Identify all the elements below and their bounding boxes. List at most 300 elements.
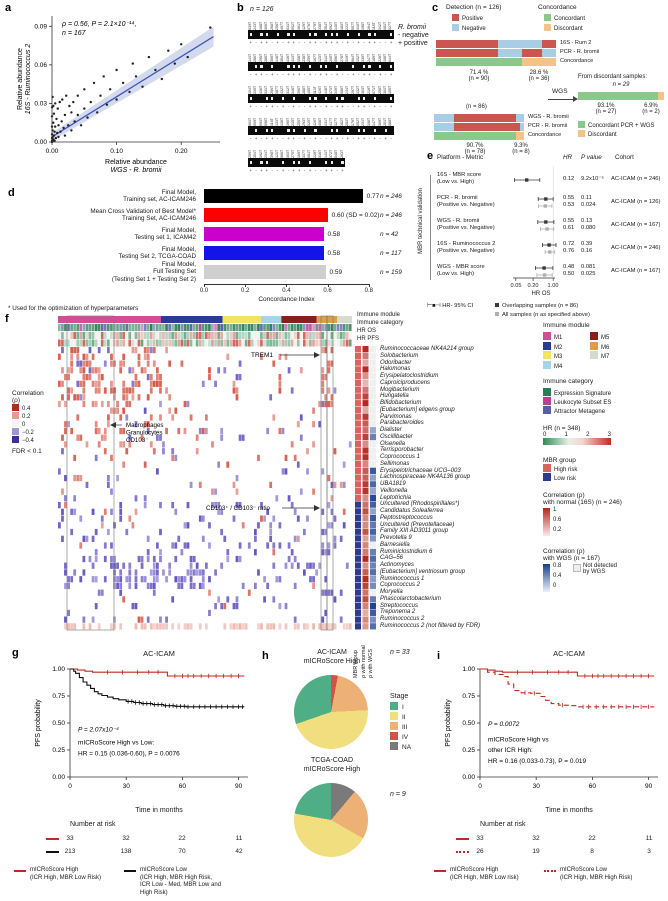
- gel-lane-sign: +: [270, 104, 274, 109]
- detection-title: Detection (n = 126): [446, 4, 502, 11]
- svg-text:mICRoScore High vs Low:: mICRoScore High vs Low:: [78, 739, 155, 747]
- gel-lane-id: 426T: [312, 117, 317, 126]
- category-legend-item: Leukocyte Subset ES: [543, 397, 668, 406]
- svg-text:90: 90: [235, 783, 243, 790]
- gel-lane-sign: -: [347, 72, 349, 77]
- gel-lane-id: 382T: [339, 117, 344, 126]
- gel-lane-id: 432T: [280, 85, 285, 94]
- gel-lane-id: 426T: [318, 85, 323, 94]
- gel-lane-sign: -: [249, 72, 252, 77]
- svg-text:0.10: 0.10: [110, 148, 123, 155]
- taxon-label: Solobacterium: [380, 352, 419, 359]
- svg-text:0.50: 0.50: [52, 720, 65, 727]
- taxon-label: Family XIII AD3011 group: [380, 528, 449, 535]
- svg-text:0.75: 0.75: [462, 693, 475, 700]
- legend-swatch-item: Concordant: [544, 14, 585, 22]
- gel-lane-sign: +: [314, 40, 317, 45]
- stage-legend-item: III: [390, 722, 430, 732]
- stacked-bar: [436, 40, 556, 48]
- corr-wgs-scale: [543, 564, 668, 596]
- discordant-bar: [578, 92, 664, 100]
- svg-text:60: 60: [588, 783, 597, 790]
- legend-swatch: [543, 361, 551, 369]
- module-legend-item: M2: [543, 342, 562, 351]
- bar-segment: [454, 114, 516, 122]
- gel-lane-id: 123T: [318, 53, 323, 62]
- corr-wgs-gradient: [543, 564, 550, 592]
- gel-lane-id: 448T: [323, 85, 328, 94]
- gel-lane-id: 303T: [285, 149, 290, 158]
- taxon-label: Ruminococcaceae NK4A214 group: [380, 346, 474, 352]
- gel-lane-sign: -: [303, 104, 306, 109]
- corr-normal-tick: 0.2: [553, 527, 562, 533]
- mbr-legend-item: Low risk: [543, 473, 668, 482]
- gel-lane-id: 221T: [345, 21, 350, 30]
- forest-p-value: 0.081: [581, 264, 596, 270]
- gel-lane-id: 031T: [285, 21, 290, 30]
- stacked-bar: [434, 132, 524, 140]
- gel-lane-id: 316T: [318, 149, 323, 158]
- km-legend-text: [140, 867, 221, 897]
- gel-lane-id: 312T: [285, 85, 290, 94]
- gel-lane-sign: -: [368, 136, 371, 141]
- panel-b-gels: [246, 2, 430, 180]
- taxon-label: Peptostreptococcus: [380, 514, 433, 521]
- confidence-band: [52, 27, 214, 141]
- legend-swatch: [390, 742, 398, 750]
- gel-lane-id: 076T: [307, 21, 312, 30]
- legend-swatch: [590, 342, 598, 350]
- risk-value: 19: [532, 848, 540, 855]
- gel-lane-id: 027T: [388, 21, 393, 30]
- taxon-label: Streptococcus: [380, 602, 419, 609]
- gel-lane-sign: +: [254, 136, 258, 141]
- panel-letter-d: d: [8, 187, 15, 199]
- gel-lane-id: 264T: [366, 21, 371, 30]
- corr-wgs-tick: 0.4: [553, 573, 562, 579]
- gel-lane-id: 201T: [383, 117, 387, 126]
- risk-value: 42: [235, 848, 243, 855]
- gel-band: [287, 129, 289, 133]
- gel-band: [293, 161, 295, 165]
- gel-row-labels: [248, 18, 394, 30]
- scatter-stats: ρ = 0.56, P = 2.1×10⁻¹⁴,: [62, 21, 137, 28]
- module-legend-item: M3: [543, 351, 562, 360]
- gel-lane-sign: -: [341, 72, 344, 77]
- forest-legend-ci: ⊢■⊣ HR- 95% CI: [427, 303, 474, 309]
- gel-lane-id: 148T: [275, 53, 279, 62]
- gel-lane-sign: +: [270, 72, 274, 77]
- bar-n: n = 246: [380, 193, 402, 200]
- pie-title-line: AC-ICAM: [317, 649, 347, 656]
- gel-lane-id: 330T: [361, 53, 366, 62]
- risk-value: 70: [178, 848, 186, 855]
- taxon-label: Uncultered (Rhodospirillales*): [380, 501, 460, 508]
- taxon-label: Treponema 2: [380, 609, 416, 616]
- taxon-label: Leptotrichia: [380, 494, 412, 501]
- regression-line: [52, 37, 214, 137]
- gel-lane-sign: -: [266, 72, 268, 77]
- forest-metric-line: WGS - R. bromii: [437, 218, 480, 224]
- bar-label-line: (Testing Set 1 + Testing Set 2): [111, 275, 196, 283]
- gel-lane-sign: -: [271, 168, 274, 173]
- gel-lane-id: 238T: [302, 53, 306, 62]
- forest-metric-line: (Positive vs. Negative): [437, 248, 495, 254]
- gel-lane-id: 258T: [377, 85, 382, 94]
- gel-lane-sign: -: [314, 72, 317, 77]
- km-legend-line: (ICR High, MBR Low Risk): [30, 874, 102, 881]
- risk-value: 22: [178, 835, 186, 842]
- legend-swatch: [544, 14, 551, 21]
- svg-text:0.00: 0.00: [52, 774, 65, 781]
- gel-lane-id: 044T: [388, 53, 393, 62]
- gel-row-signs: [248, 40, 394, 47]
- gel-band: [325, 161, 327, 165]
- gel-lane-sign: +: [314, 136, 317, 141]
- gel-row-labels: [248, 82, 394, 94]
- gel-band: [314, 129, 316, 133]
- gel-lane-sign: +: [308, 168, 312, 173]
- gel-band: [309, 65, 311, 69]
- gel-lane-id: 136T: [280, 117, 285, 126]
- svg-text:60: 60: [178, 783, 187, 790]
- taxon-label: Erysipelatoclostridium: [380, 373, 439, 379]
- gel-lane-id: 115T: [372, 22, 377, 30]
- category-legend-item: Expression Signature: [543, 388, 668, 397]
- gel-band: [293, 97, 295, 101]
- bar-segment: [434, 132, 516, 140]
- category-legend-title: Immune category: [543, 378, 594, 385]
- taxon-label: Ruminococcus 1: [380, 575, 425, 582]
- gel-lane-sign: +: [346, 40, 350, 45]
- km-legend-marker: [434, 870, 446, 872]
- gel-lane-sign: -: [298, 40, 301, 45]
- gel-side-label: R. bromii - negative + positive: [398, 24, 429, 47]
- gel-lane-id: 140T: [334, 21, 339, 30]
- forest-p-value: 0.13: [581, 218, 593, 224]
- gel-band: [304, 129, 306, 133]
- gel-lane-id: 244T: [345, 85, 350, 94]
- forest-metric: [437, 172, 481, 186]
- gel-lane-sign: -: [325, 136, 328, 141]
- forest-metric-line: PCR - R. bromii: [437, 195, 478, 201]
- pie-chart: [294, 675, 368, 749]
- bar-label-line: Testing set 1, ICAM42: [134, 234, 196, 241]
- bar-segment: [522, 49, 542, 57]
- gel-band: [298, 65, 300, 69]
- gel-lane-id: 234T: [361, 117, 366, 126]
- gel-lane-id: 297T: [350, 85, 355, 94]
- risk-value: 33: [66, 835, 74, 842]
- corr-normal-title: Correlation (ρ) with normal (16S) (n = 246): [543, 492, 622, 506]
- gel-lane-id: 319T: [345, 53, 350, 62]
- km-legend-line: (ICR High, MBR Low risk): [450, 874, 519, 881]
- risk-value: 32: [122, 835, 130, 842]
- gel-lane-sign: +: [362, 72, 366, 77]
- svg-text:0.50: 0.50: [462, 720, 475, 727]
- gel-band: [314, 33, 316, 37]
- gel-band: [325, 33, 327, 37]
- risk-value: 11: [645, 835, 653, 842]
- legend-swatch: [390, 732, 398, 740]
- stacked-bar-label: PCR - R. bromii: [560, 49, 600, 55]
- forest-legend-dark: Overlapping samples (n = 86): [495, 303, 578, 309]
- gel-lane-sign: +: [303, 136, 307, 141]
- gel-strip: [248, 62, 394, 71]
- gel-lane-sign: +: [384, 136, 388, 141]
- mbr-validation-side-label: MBR technical validation: [418, 188, 424, 254]
- gel-strip: [248, 126, 394, 135]
- forest-metric-line: 16S - MBR score: [437, 172, 482, 178]
- legend-swatch: [12, 420, 19, 427]
- panel-e-forest: [425, 150, 668, 328]
- forest-hr-value: 0.72: [563, 241, 575, 247]
- gel-lane-id: 278T: [339, 53, 344, 62]
- bar-label-line: Testing Set 2, TCGA-COAD: [118, 253, 196, 260]
- forest-axis-title: HR OS: [531, 291, 551, 297]
- gel-band: [341, 161, 343, 165]
- forest-header-metric: Platform - Metric: [437, 154, 484, 161]
- corr-normal-gradient: [543, 508, 550, 536]
- legend-swatch-item: Discordant: [544, 24, 583, 32]
- stacked-bar-label: 16S - Rum 2: [560, 40, 592, 46]
- gel-band: [287, 33, 289, 37]
- gel-lane-sign: +: [292, 168, 296, 173]
- forest-p-value: 0.024: [581, 202, 596, 208]
- gel-lane-id: 354T: [323, 21, 328, 30]
- gel-lane-sign: +: [373, 40, 377, 45]
- km-svg: [28, 661, 256, 807]
- forest-svg: [507, 150, 563, 290]
- bar-value: 0.77: [366, 193, 380, 200]
- taxon-label: Candidatus Soleaferrea: [380, 508, 444, 514]
- pie-title: [276, 757, 388, 774]
- gel-lane-id: 250T: [296, 117, 301, 126]
- gel-lane-id: 256T: [275, 21, 279, 30]
- corr-legend-item: −0.4: [12, 436, 72, 444]
- risk-value: 22: [588, 835, 596, 842]
- taxon-label: Ruminococcus 2: [380, 616, 425, 622]
- gel-band: [309, 97, 311, 101]
- wgs-arrow: [548, 99, 574, 100]
- gel-lane-id: 215T: [291, 117, 296, 126]
- legend-swatch: [590, 332, 598, 340]
- cd103-annotation: CD103⁺ / CD103⁻ ratio: [206, 505, 270, 512]
- corr-legend-title: Correlation (ρ): [12, 390, 44, 404]
- gel-lane-sign: -: [330, 104, 333, 109]
- gel-lane-sign: +: [308, 104, 312, 109]
- gel-band: [282, 161, 284, 165]
- gel-lane-sign: +: [357, 40, 361, 45]
- gel-lane-sign: +: [335, 136, 339, 141]
- gel-band: [309, 161, 311, 165]
- forest-metric: [437, 195, 495, 209]
- gel-lane-sign: -: [303, 168, 306, 173]
- stacked-bar: [436, 58, 556, 66]
- gel-lane-id: 363T: [361, 85, 366, 94]
- gel-band: [374, 129, 376, 133]
- gel-lane-id: 198T: [361, 21, 366, 30]
- svg-text:0.25: 0.25: [462, 747, 475, 754]
- gel-lane-id: 361T: [296, 21, 301, 30]
- taxon-label: Olsenella: [380, 440, 406, 447]
- taxon-label: Hungatella: [380, 393, 409, 400]
- stacked-bar-label: Concordance: [560, 58, 594, 64]
- gel-lane-id: 002T: [291, 21, 296, 30]
- gel-lane-sign: -: [374, 72, 376, 77]
- gel-lane-id: 093T: [258, 117, 263, 126]
- svg-text:16S - Ruminococcus 2: 16S - Ruminococcus 2: [25, 43, 32, 115]
- gel-band: [287, 65, 289, 69]
- taxon-label: Dialister: [380, 427, 402, 433]
- pie-title-line: TCGA-COAD: [311, 757, 353, 764]
- gel-lane-id: 063T: [248, 117, 252, 126]
- module-legend-item: M6: [590, 342, 609, 351]
- taxon-label: Ruminococcus 2 (not filtered by FDR): [380, 622, 481, 629]
- panel-letter-e: e: [427, 150, 434, 162]
- svg-text:30: 30: [122, 783, 130, 790]
- gel-band: [347, 129, 349, 133]
- bar-value: 0.59: [329, 269, 343, 276]
- gel-lane-id: 071T: [372, 85, 377, 94]
- svg-text:0.03: 0.03: [34, 100, 47, 108]
- gel-lane-sign: +: [324, 40, 328, 45]
- svg-text:0.25: 0.25: [52, 747, 65, 754]
- gel-lane-id: 337T: [302, 149, 306, 158]
- gel-band: [282, 97, 284, 101]
- svg-text:WGS - R. bromii: WGS - R. bromii: [110, 167, 162, 174]
- risk-title: Number at risk: [70, 821, 116, 828]
- taxon-label: [Eubacterium] ventriosum group: [380, 568, 466, 575]
- corr-normal-scale: [543, 508, 668, 540]
- gel-lane-sign: +: [330, 40, 334, 45]
- gel-row-signs: [248, 72, 394, 79]
- svg-text:0.20: 0.20: [174, 148, 188, 155]
- gel-lane-id: 259T: [248, 149, 252, 158]
- x-axis-label: Relative abundance: [105, 159, 167, 166]
- gel-lane-sign: +: [254, 72, 258, 77]
- pct-label: 71.4 % (n = 90): [468, 70, 490, 82]
- module-legend-title: Immune module: [543, 322, 590, 329]
- legend-swatch: [390, 712, 398, 720]
- gel-n-label: n = 126: [250, 6, 274, 13]
- svg-text:1.00: 1.00: [462, 666, 475, 673]
- gel-lane-sign: +: [292, 136, 296, 141]
- heatmap-right-legends: [543, 322, 668, 596]
- not-detected-label: Not detected by WGS: [583, 563, 618, 575]
- x-tick-label: 0.6: [323, 288, 332, 294]
- gel-lane-sign: +: [260, 40, 263, 45]
- taxon-label: Coprococcus 1: [380, 454, 421, 460]
- side-col-label: ρ with normal: [360, 645, 367, 678]
- gel-lane-sign: -: [282, 136, 284, 141]
- gel-lane-id: 413T: [291, 53, 296, 62]
- gel-row-labels: [248, 50, 394, 62]
- gel-lane-id: 176T: [350, 117, 355, 126]
- pct-label: 6.9% (n = 2): [642, 103, 660, 115]
- gel-lane-sign: +: [281, 168, 285, 173]
- gel-lane-sign: -: [320, 136, 322, 141]
- legend-swatch: [495, 303, 499, 307]
- legend-swatch: [390, 702, 398, 710]
- gel-lane-id: 247T: [366, 53, 371, 62]
- gel-band: [379, 65, 381, 69]
- gel-lane-sign: +: [265, 168, 269, 173]
- risk-value: 213: [64, 848, 76, 855]
- x-tick-label: 0.2: [241, 288, 250, 294]
- taxon-label: Phascolarctobacterium: [380, 595, 442, 602]
- gel-lane-id: 104T: [248, 85, 252, 94]
- gel-lane-id: 293T: [302, 117, 306, 126]
- gel-lane-sign: -: [303, 72, 306, 77]
- km-legend-line: mICRoScore Low: [560, 867, 608, 873]
- stage-legend-item: IV: [390, 732, 430, 742]
- gel-band: [363, 129, 365, 133]
- legend-swatch: [12, 436, 19, 443]
- gel-lane-id: 129T: [302, 21, 306, 30]
- taxon-label: Actinomyces: [380, 562, 415, 568]
- gel-lane-sign: +: [297, 72, 301, 77]
- gel-band: [260, 33, 262, 37]
- gel-lane-id: 243T: [253, 21, 258, 30]
- forest-cohort: AC-ICAM (n = 126): [611, 199, 661, 205]
- gel-lane-id: 086T: [339, 85, 344, 94]
- module-legend-item: M4: [543, 361, 562, 370]
- gel-lane-sign: -: [276, 136, 279, 141]
- gel-lane-sign: +: [373, 104, 377, 109]
- corr-legend: [12, 390, 72, 455]
- gel-row-labels: [248, 146, 345, 158]
- gel-strip: [248, 158, 345, 167]
- gel-lane-sign: +: [249, 104, 253, 109]
- gel-lane-id: 398T: [269, 149, 274, 158]
- bar-label-line: Training Set, AC-ICAM246: [122, 215, 196, 222]
- forest-hr-value: 0.50: [563, 271, 575, 277]
- gel-lane-sign: +: [335, 40, 339, 45]
- legend-swatch: [544, 24, 551, 31]
- bar-segment: [498, 49, 521, 57]
- gel-lane-id: 295T: [258, 53, 263, 62]
- bar-label-line: Mean Cross Validation of Best Model*: [90, 207, 196, 215]
- legend-swatch: [590, 351, 598, 359]
- gel-lane-sign: -: [287, 104, 290, 109]
- gel-band: [271, 97, 273, 101]
- forest-header-p: P value: [581, 154, 602, 161]
- bar-segment: [520, 123, 524, 131]
- concordance-title: Concordance: [538, 4, 577, 11]
- gel-lane-id: 408T: [318, 117, 323, 126]
- gel-lane-sign: +: [324, 72, 328, 77]
- bar-n: n = 159: [380, 269, 402, 276]
- gel-lane-sign: -: [352, 136, 355, 141]
- gel-lane-id: 335T: [253, 85, 258, 94]
- taxon-label: Oscillibacter: [380, 433, 413, 440]
- gel-row-signs: [248, 168, 345, 175]
- gel-lane-id: 369T: [377, 117, 382, 126]
- gel-lane-id: 143T: [248, 53, 252, 62]
- legend-swatch: [543, 342, 551, 350]
- pie-title: [276, 649, 388, 666]
- gel-lane-sign: +: [373, 136, 377, 141]
- gel-lane-sign: +: [276, 40, 280, 45]
- gel-lane-id: 183T: [339, 21, 344, 30]
- forest-p-value: 0.39: [581, 241, 593, 247]
- gel-band: [368, 65, 370, 69]
- legend-swatch: [578, 121, 585, 128]
- km-legend-line: mICRoScore High: [30, 867, 79, 873]
- gel-lane-sign: +: [362, 104, 366, 109]
- gel-strip: [248, 30, 394, 39]
